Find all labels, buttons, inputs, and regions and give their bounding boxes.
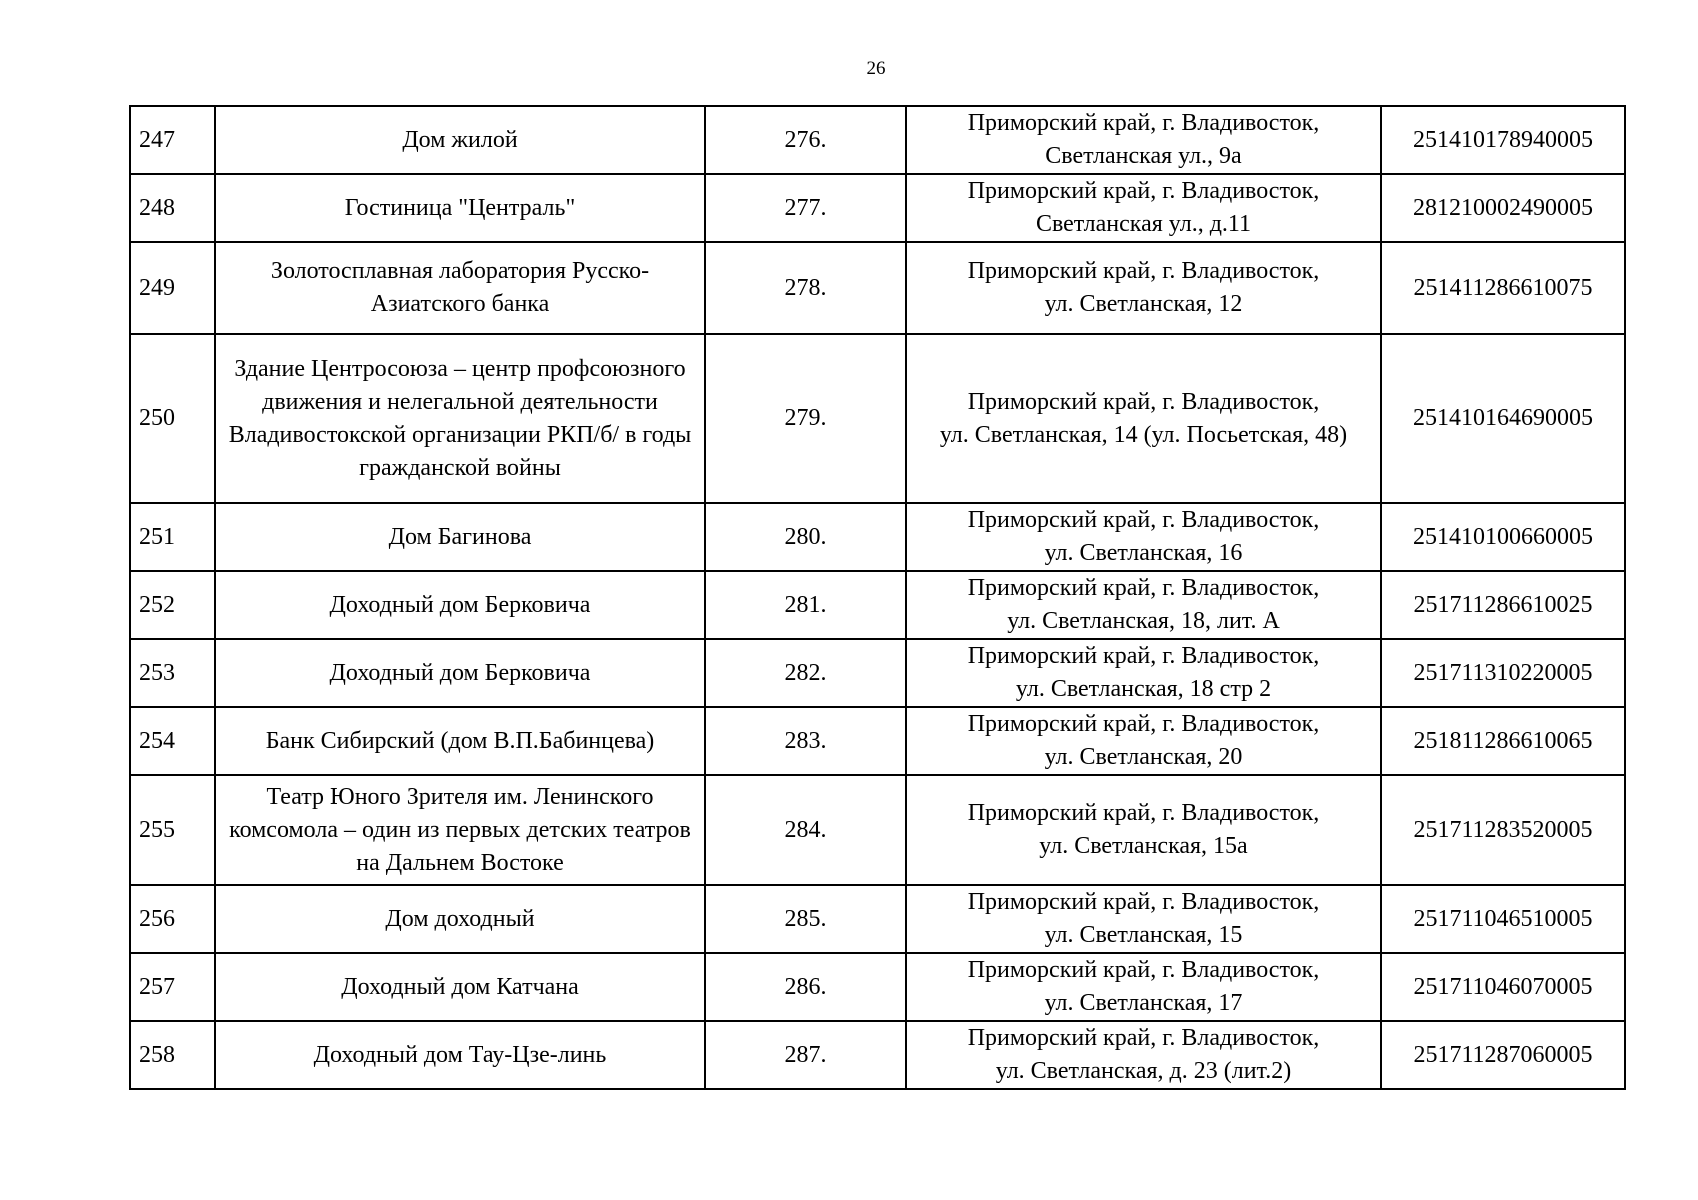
object-name-cell: Гостиница "Централь" <box>215 174 705 242</box>
address-cell <box>906 334 1381 503</box>
table-row <box>130 334 1625 503</box>
registry-number-cell: 278. <box>705 242 906 334</box>
table-row <box>130 106 1625 174</box>
address-line-1: Приморский край, г. Владивосток, <box>967 643 1320 669</box>
row-number-cell: 253 <box>130 639 215 707</box>
object-name-cell: Дом Багинова <box>215 503 705 571</box>
row-number-cell: 256 <box>130 885 215 953</box>
object-name-cell: Золотосплавная лаборатория Русско-Азиатского банка <box>215 242 705 334</box>
address-line-2: Светланская ул., 9а <box>1045 143 1242 169</box>
object-name-cell: Доходный дом Тау-Цзе-линь <box>215 1021 705 1089</box>
address-line-2: ул. Светланская, д. 23 (лит.2) <box>995 1058 1292 1084</box>
address-line-1: Приморский край, г. Владивосток, <box>967 889 1320 915</box>
registry-number-cell: 283. <box>705 707 906 775</box>
address-line-2: ул. Светланская, 20 <box>1044 744 1243 770</box>
address-cell <box>906 571 1381 639</box>
address-line-2: ул. Светланская, 16 <box>1044 540 1243 566</box>
registration-code-cell: 251711287060005 <box>1381 1021 1625 1089</box>
table-row <box>130 503 1625 571</box>
registry-number-cell: 279. <box>705 334 906 503</box>
address-cell <box>906 639 1381 707</box>
address-line-1: Приморский край, г. Владивосток, <box>967 388 1320 415</box>
registry-number-cell: 286. <box>705 953 906 1021</box>
row-number-cell: 247 <box>130 106 215 174</box>
address-line-1: Приморский край, г. Владивосток, <box>967 1025 1320 1051</box>
address-line-2: ул. Светланская, 18, лит. А <box>1007 608 1280 634</box>
address-line-1: Приморский край, г. Владивосток, <box>967 800 1320 826</box>
row-number-cell: 255 <box>130 775 215 885</box>
address-cell <box>906 775 1381 885</box>
table-row <box>130 242 1625 334</box>
object-name-cell: Дом доходный <box>215 885 705 953</box>
address-line-1: Приморский край, г. Владивосток, <box>967 711 1320 737</box>
registration-code-cell: 251410164690005 <box>1381 334 1625 503</box>
address-line-1: Приморский край, г. Владивосток, <box>967 957 1320 983</box>
row-number-cell: 251 <box>130 503 215 571</box>
address-line-2: ул. Светланская, 14 (ул. Посьетская, 48) <box>939 421 1348 448</box>
registry-number-cell: 277. <box>705 174 906 242</box>
address-cell <box>906 1021 1381 1089</box>
object-name-cell: Здание Центросоюза – центр профсоюзного движения и нелегальной деятельности Владивостокской организации РКП/б/ в годы гражданской войны <box>215 334 705 503</box>
address-line-1: Приморский край, г. Владивосток, <box>967 575 1320 601</box>
object-name-cell: Театр Юного Зрителя им. Ленинского комсомола – один из первых детских театров на Дальнем Востоке <box>215 775 705 885</box>
registration-code-cell: 251711310220005 <box>1381 639 1625 707</box>
row-number-cell: 249 <box>130 242 215 334</box>
row-number-cell: 257 <box>130 953 215 1021</box>
table-row <box>130 174 1625 242</box>
registration-code-cell: 251711046070005 <box>1381 953 1625 1021</box>
address-cell <box>906 174 1381 242</box>
table-row <box>130 639 1625 707</box>
object-name-cell: Доходный дом Катчана <box>215 953 705 1021</box>
address-line-1: Приморский край, г. Владивосток, <box>967 507 1320 533</box>
registry-number-cell: 281. <box>705 571 906 639</box>
address-cell <box>906 885 1381 953</box>
table-row <box>130 707 1625 775</box>
address-line-2: ул. Светланская, 17 <box>1044 990 1243 1016</box>
address-line-1: Приморский край, г. Владивосток, <box>967 178 1320 204</box>
registry-number-cell: 282. <box>705 639 906 707</box>
registry-number-cell: 287. <box>705 1021 906 1089</box>
address-line-1: Приморский край, г. Владивосток, <box>967 258 1320 284</box>
address-line-2: ул. Светланская, 12 <box>1044 291 1243 317</box>
row-number-cell: 248 <box>130 174 215 242</box>
registry-number-cell: 280. <box>705 503 906 571</box>
page-number: 26 <box>866 58 886 79</box>
row-number-cell: 252 <box>130 571 215 639</box>
registration-code-cell: 251410178940005 <box>1381 106 1625 174</box>
address-cell <box>906 953 1381 1021</box>
address-line-2: Светланская ул., д.11 <box>1035 211 1252 237</box>
heritage-registry-table <box>129 105 1626 1090</box>
address-line-2: ул. Светланская, 15а <box>1039 833 1248 859</box>
registration-code-cell: 281210002490005 <box>1381 174 1625 242</box>
registration-code-cell: 251711286610025 <box>1381 571 1625 639</box>
registration-code-cell: 251811286610065 <box>1381 707 1625 775</box>
table-row <box>130 953 1625 1021</box>
registry-number-cell: 285. <box>705 885 906 953</box>
address-cell <box>906 242 1381 334</box>
row-number-cell: 258 <box>130 1021 215 1089</box>
table-row <box>130 775 1625 885</box>
address-cell <box>906 707 1381 775</box>
table-row <box>130 885 1625 953</box>
registration-code-cell: 251410100660005 <box>1381 503 1625 571</box>
object-name-cell: Банк Сибирский (дом В.П.Бабинцева) <box>215 707 705 775</box>
address-line-2: ул. Светланская, 18 стр 2 <box>1015 676 1272 702</box>
row-number-cell: 250 <box>130 334 215 503</box>
object-name-cell: Дом жилой <box>215 106 705 174</box>
row-number-cell: 254 <box>130 707 215 775</box>
address-line-2: ул. Светланская, 15 <box>1044 922 1243 948</box>
registry-number-cell: 284. <box>705 775 906 885</box>
registration-code-cell: 251711283520005 <box>1381 775 1625 885</box>
object-name-cell: Доходный дом Берковича <box>215 571 705 639</box>
table-row <box>130 571 1625 639</box>
table-row <box>130 1021 1625 1089</box>
address-line-1: Приморский край, г. Владивосток, <box>967 110 1320 136</box>
registration-code-cell: 251711046510005 <box>1381 885 1625 953</box>
object-name-cell: Доходный дом Берковича <box>215 639 705 707</box>
address-cell <box>906 503 1381 571</box>
registry-number-cell: 276. <box>705 106 906 174</box>
registration-code-cell: 251411286610075 <box>1381 242 1625 334</box>
address-cell <box>906 106 1381 174</box>
